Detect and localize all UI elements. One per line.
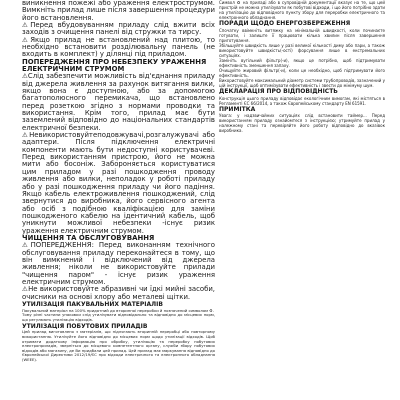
- paragraph: виникнення пожежі або ураження електрострумом. Вимкніть прилад лише після завершення процедури його встановлення.: [22, 0, 215, 22]
- section-heading: ПОРАДИ ЩОДО ЕНЕРГОЗБЕРЕЖЕННЯ: [219, 20, 351, 27]
- warning-icon: ⚠: [22, 131, 30, 140]
- warning-icon: ⚠: [22, 72, 28, 81]
- paragraph: ⚠Якщо прилад не встановлений над плитою, то необхідно встановити розділювальну панель (не входить в комплект) у ділянці під приладом.: [22, 35, 215, 59]
- paragraph: ⚠Невикористовуйтеподовжувачі,розгалужувачі або адаптери. Після підключення електричні компоненти мають бути недоступні користувачеві. Перед використанням пристрою, його не можна мити або босоніж. Забороняється користуватися цим приладом у разі пошкодження проводу живлення або вилки, неполадок у роботі приладу або у разі пошкодження приладу чи його падіння. Якщо кабель електроживлення пошкоджений, слід звернутися до виробника, його сервісного агента або осіб з подібною кваліфікацією для заміни пошкодженого кабелю на ідентичний кабель, щоб уникнути можливої небезпеки -існує ризик ураження електричним струмом.: [22, 131, 215, 235]
- warning-icon: ⚠: [22, 35, 31, 44]
- paragraph: Використовуйте максимальний діаметр системи трубопроводів, зазначений у цій інструкції, щоб оптимізувати ефективність і звести до мінімуму шум.: [219, 77, 385, 88]
- section-heading: УТИЛІЗАЦІЯ ПАКУВАЛЬНИХ МАТЕРІАЛІВ: [22, 300, 163, 308]
- paragraph: Конструкція цього приладу відповідає екологічним вимогам, які містяться в Регламенті ЄС 66/2014, а також Європейському стандарту EN 61591.: [219, 95, 385, 106]
- paragraph: Пакувальний матеріал на 100% придатний до вторинної переробки й позначений символом ♻.: [22, 307, 214, 313]
- warning-icon: ⚠: [22, 285, 29, 294]
- paragraph: Символ ♻ на приладі або в супровідній документації вказує на те, що цей пристрій не можна утилізувати як побутові відходи, і що його потрібно здати на утилізацію до відповідного пункту збору для переробки електричного та електронного обладнання.: [219, 0, 385, 20]
- warning-icon: ⚠: [22, 21, 31, 30]
- paragraph: Збільшуйте швидкість лише у разі великої кількості диму або пари, а також використовуйте швидкість(-ості) форсування лише в екстремальних ситуаціях.: [219, 42, 385, 58]
- section-heading: ДЕКЛАРАЦІЯ ПРО ВІДПОВІДНІСТЬ: [219, 87, 338, 95]
- paragraph: Очищуйте жировий фільтр(-и), коли це необхідно, щоб підтримувати його ефективність.: [219, 67, 385, 78]
- section-heading: ЧИЩЕННЯ ТА ОБСЛУГОВУВАННЯ: [22, 233, 155, 242]
- paragraph: ⚠ПОПЕРЕДЖЕННЯ: Перед виконанням технічного обслуговування приладу переконайтеся в тому, що він вимкнений і відключений від джерела живлення; ніколи не використовуйте прилади "чищення паром" - існує ризик ураження електричним струмом.: [22, 241, 215, 286]
- paragraph: Замініть вугільний фільтр(-и), якщо це потрібно, щоб підтримувати ефективність зменшення запаху.: [219, 57, 385, 68]
- right-column: [219, 0, 385, 352]
- left-column: [22, 0, 215, 400]
- paragraph: Увага: у надзвичайних ситуаціях слід встановити таймер... Перед використанням приладу ознайомтеся з інструкцією; утримуйте прилад у належному стані та перевіряйте його роботу відповідно до вказівок виробника.: [219, 113, 385, 134]
- section-heading: УТИЛІЗАЦІЯ ПОБУТОВИХ ПРИЛАДІВ: [22, 322, 148, 330]
- warning-icon: ⚠: [22, 241, 31, 250]
- section-heading: ПОПЕРЕДЖЕННЯ ПРО НЕБЕЗПЕКУ УРАЖЕННЯ ЕЛЕКТРИЧНИМ СТРУМОМ: [22, 57, 207, 74]
- paragraph: ⚠Слід забезпечити можливість від'єднання приладу від джерела живлення за рахунок витягання вилки, якщо вона є доступною, або за допомогою багатополюсного перемикача, що встановлено перед розеткою згідно з нормами проводки та використання. Крім того, прилад має бути заземлений відповідно до національних стандартів електричної безпеки.: [22, 72, 215, 132]
- paragraph: ⚠Перед вбудовуванням приладу слід вжити всіх заходів з очищення панелі від стружки та тирсу.: [22, 21, 215, 37]
- paragraph: Тому різні частини упаковки слід утилізувати відповідально та відповідно до місцевих норм, що регулюють утилізацію відходів.: [22, 312, 215, 322]
- section-heading: ПРИМІТКА: [219, 105, 256, 113]
- paragraph: Цей прилад виготовлено з матеріалів, що підлягають вторинній переробці або повторному використанню. Утилізуйте його відповідно до місцевих норм щодо утилізації відходів. Щоб отримати додаткову інформацію про обробку, утилізацію та переробку побутових електроприладів, зверніться до місцевого компетентного органу, служби збору побутових відходів або магазину, де Ви придбали цей прилад. Цей прилад має маркування відповідно до Європейської Директиви 2012/19/ЄС про відходи електричного та електронного обладнання (WEEE).: [22, 329, 215, 362]
- paragraph: Спочатку ввімкніть витяжку на мінімальній швидкості, коли починаєте готувати, і залиште її працювати кілька хвилин після завершення приготування.: [219, 27, 385, 43]
- paragraph: ⚠Не використовуйте абразивні чи їдкі мийні засоби, очисники на основі хлору або металеві щітки.: [22, 285, 215, 301]
